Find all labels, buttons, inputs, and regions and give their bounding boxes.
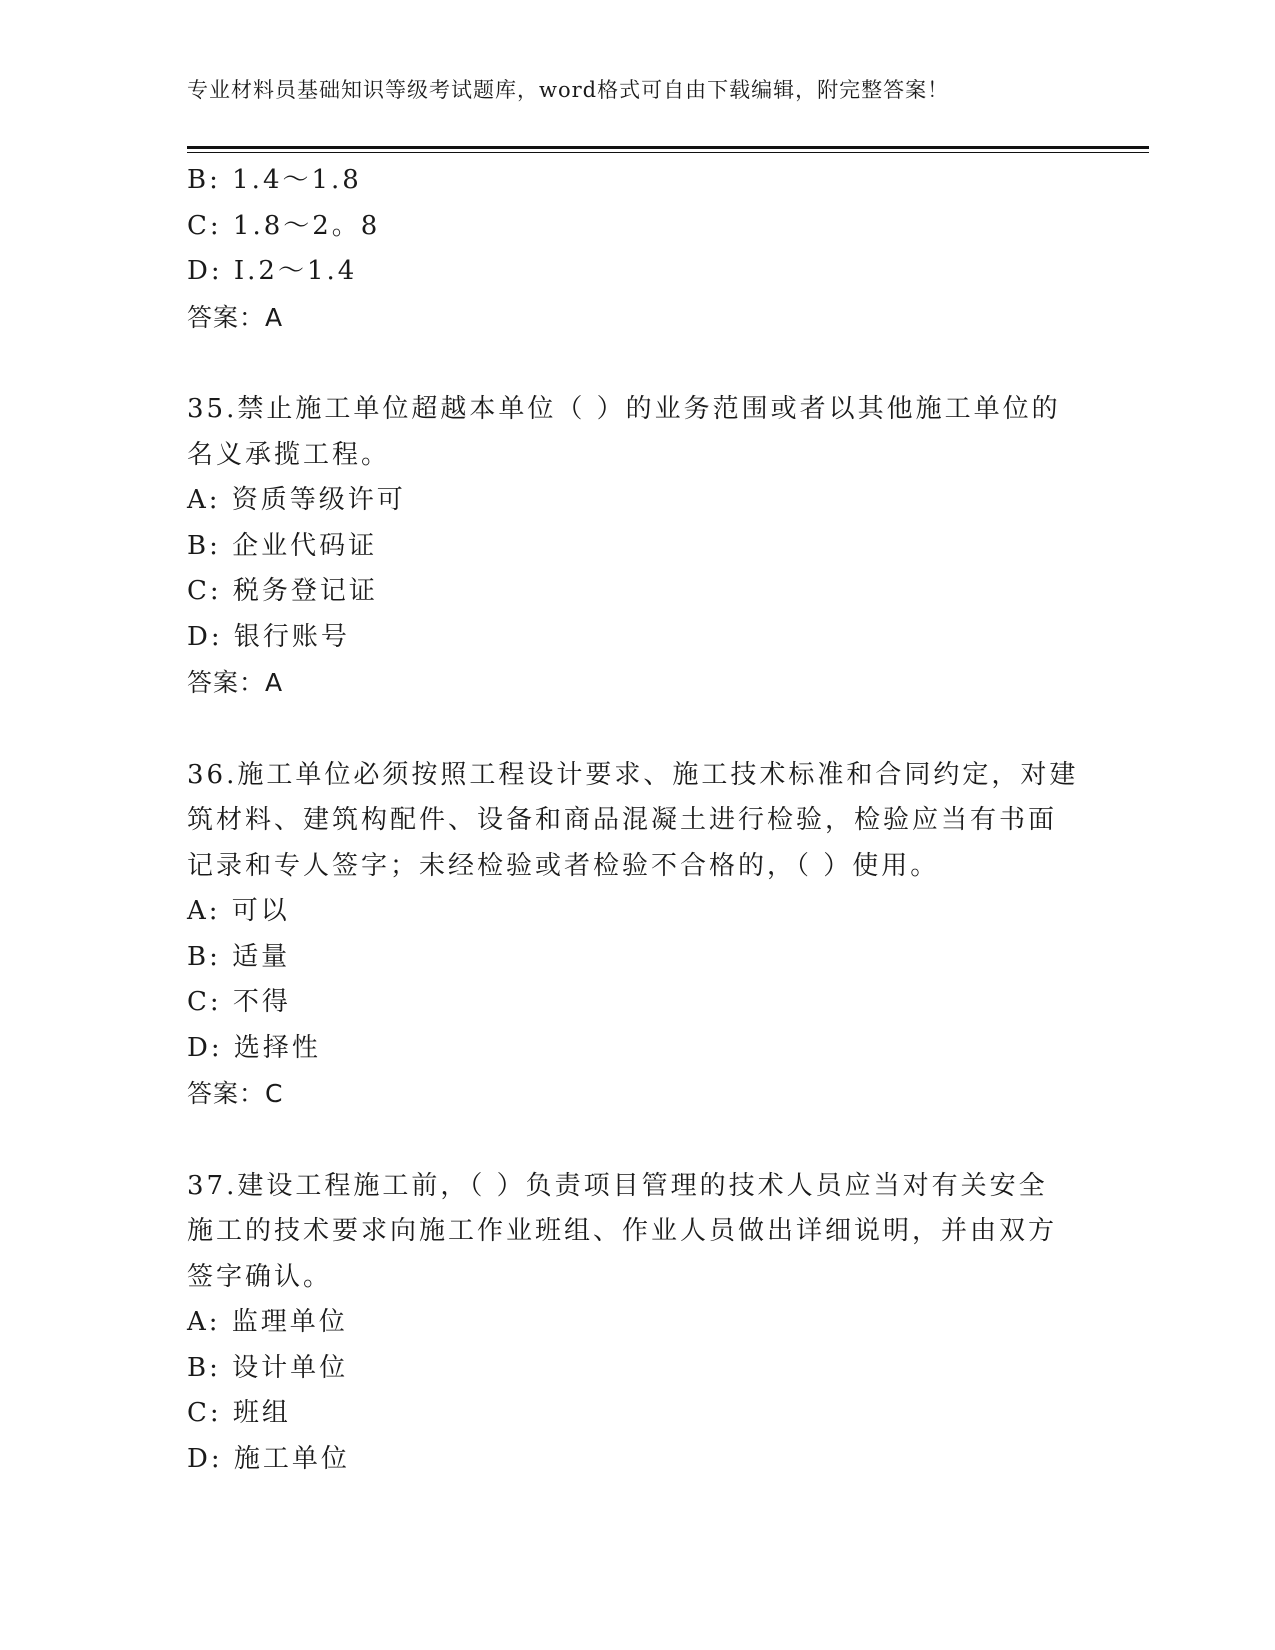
question-37	[187, 1164, 1087, 1483]
question-36	[187, 753, 1087, 1117]
option-a: A: 资质等级许可	[187, 485, 406, 515]
option-b: B: 设计单位	[187, 1352, 349, 1383]
option-c: C: 1.8～2。8	[187, 210, 381, 241]
answer: 答案：C	[187, 1079, 284, 1108]
question-stem-line: 施工的技术要求向施工作业班组、作业人员做出详细说明，并由双方	[187, 1216, 1058, 1246]
question-35	[187, 387, 1087, 706]
option-b: B: 1.4～1.8	[187, 165, 362, 195]
option-d: D: 银行账号	[187, 621, 350, 652]
option-a: A: 可以	[187, 896, 290, 926]
answer: 答案：A	[187, 668, 284, 697]
header-rule-thick	[187, 146, 1149, 149]
option-c: C: 税务登记证	[187, 576, 378, 606]
answer: 答案：A	[187, 302, 284, 332]
document-body	[187, 158, 1087, 1482]
spacer	[187, 706, 1087, 753]
question-stem-line: 35.禁止施工单位超越本单位（ ）的业务范围或者以其他施工单位的	[187, 394, 1061, 424]
option-c: C: 不得	[187, 987, 291, 1017]
option-a: A: 监理单位	[187, 1307, 348, 1337]
question-stem-line: 筑材料、建筑构配件、设备和商品混凝土进行检验，检验应当有书面	[187, 805, 1058, 835]
question-stem-line: 名义承揽工程。	[187, 439, 391, 470]
spacer	[187, 1117, 1087, 1164]
question-stem-line: 37.建设工程施工前，（ ）负责项目管理的技术人员应当对有关安全	[187, 1170, 1048, 1201]
question-stem-line: 记录和专人签字；未经检验或者检验不合格的，（ ）使用。	[187, 850, 940, 881]
spacer	[187, 340, 1087, 387]
option-b: B: 适量	[187, 941, 291, 972]
prev-question-tail	[187, 158, 1087, 340]
question-stem-line: 36.施工单位必须按照工程设计要求、施工技术标准和合同约定，对建	[187, 759, 1079, 790]
header-rule-thin	[187, 152, 1149, 153]
question-stem-line: 签字确认。	[187, 1261, 333, 1292]
option-d: D: I.2～1.4	[187, 256, 358, 286]
option-d: D: 施工单位	[187, 1443, 350, 1474]
page-header: 专业材料员基础知识等级考试题库，word格式可自由下载编辑，附完整答案！	[187, 78, 950, 102]
option-b: B: 企业代码证	[187, 530, 378, 561]
option-d: D: 选择性	[187, 1032, 321, 1063]
option-c: C: 班组	[187, 1398, 291, 1428]
